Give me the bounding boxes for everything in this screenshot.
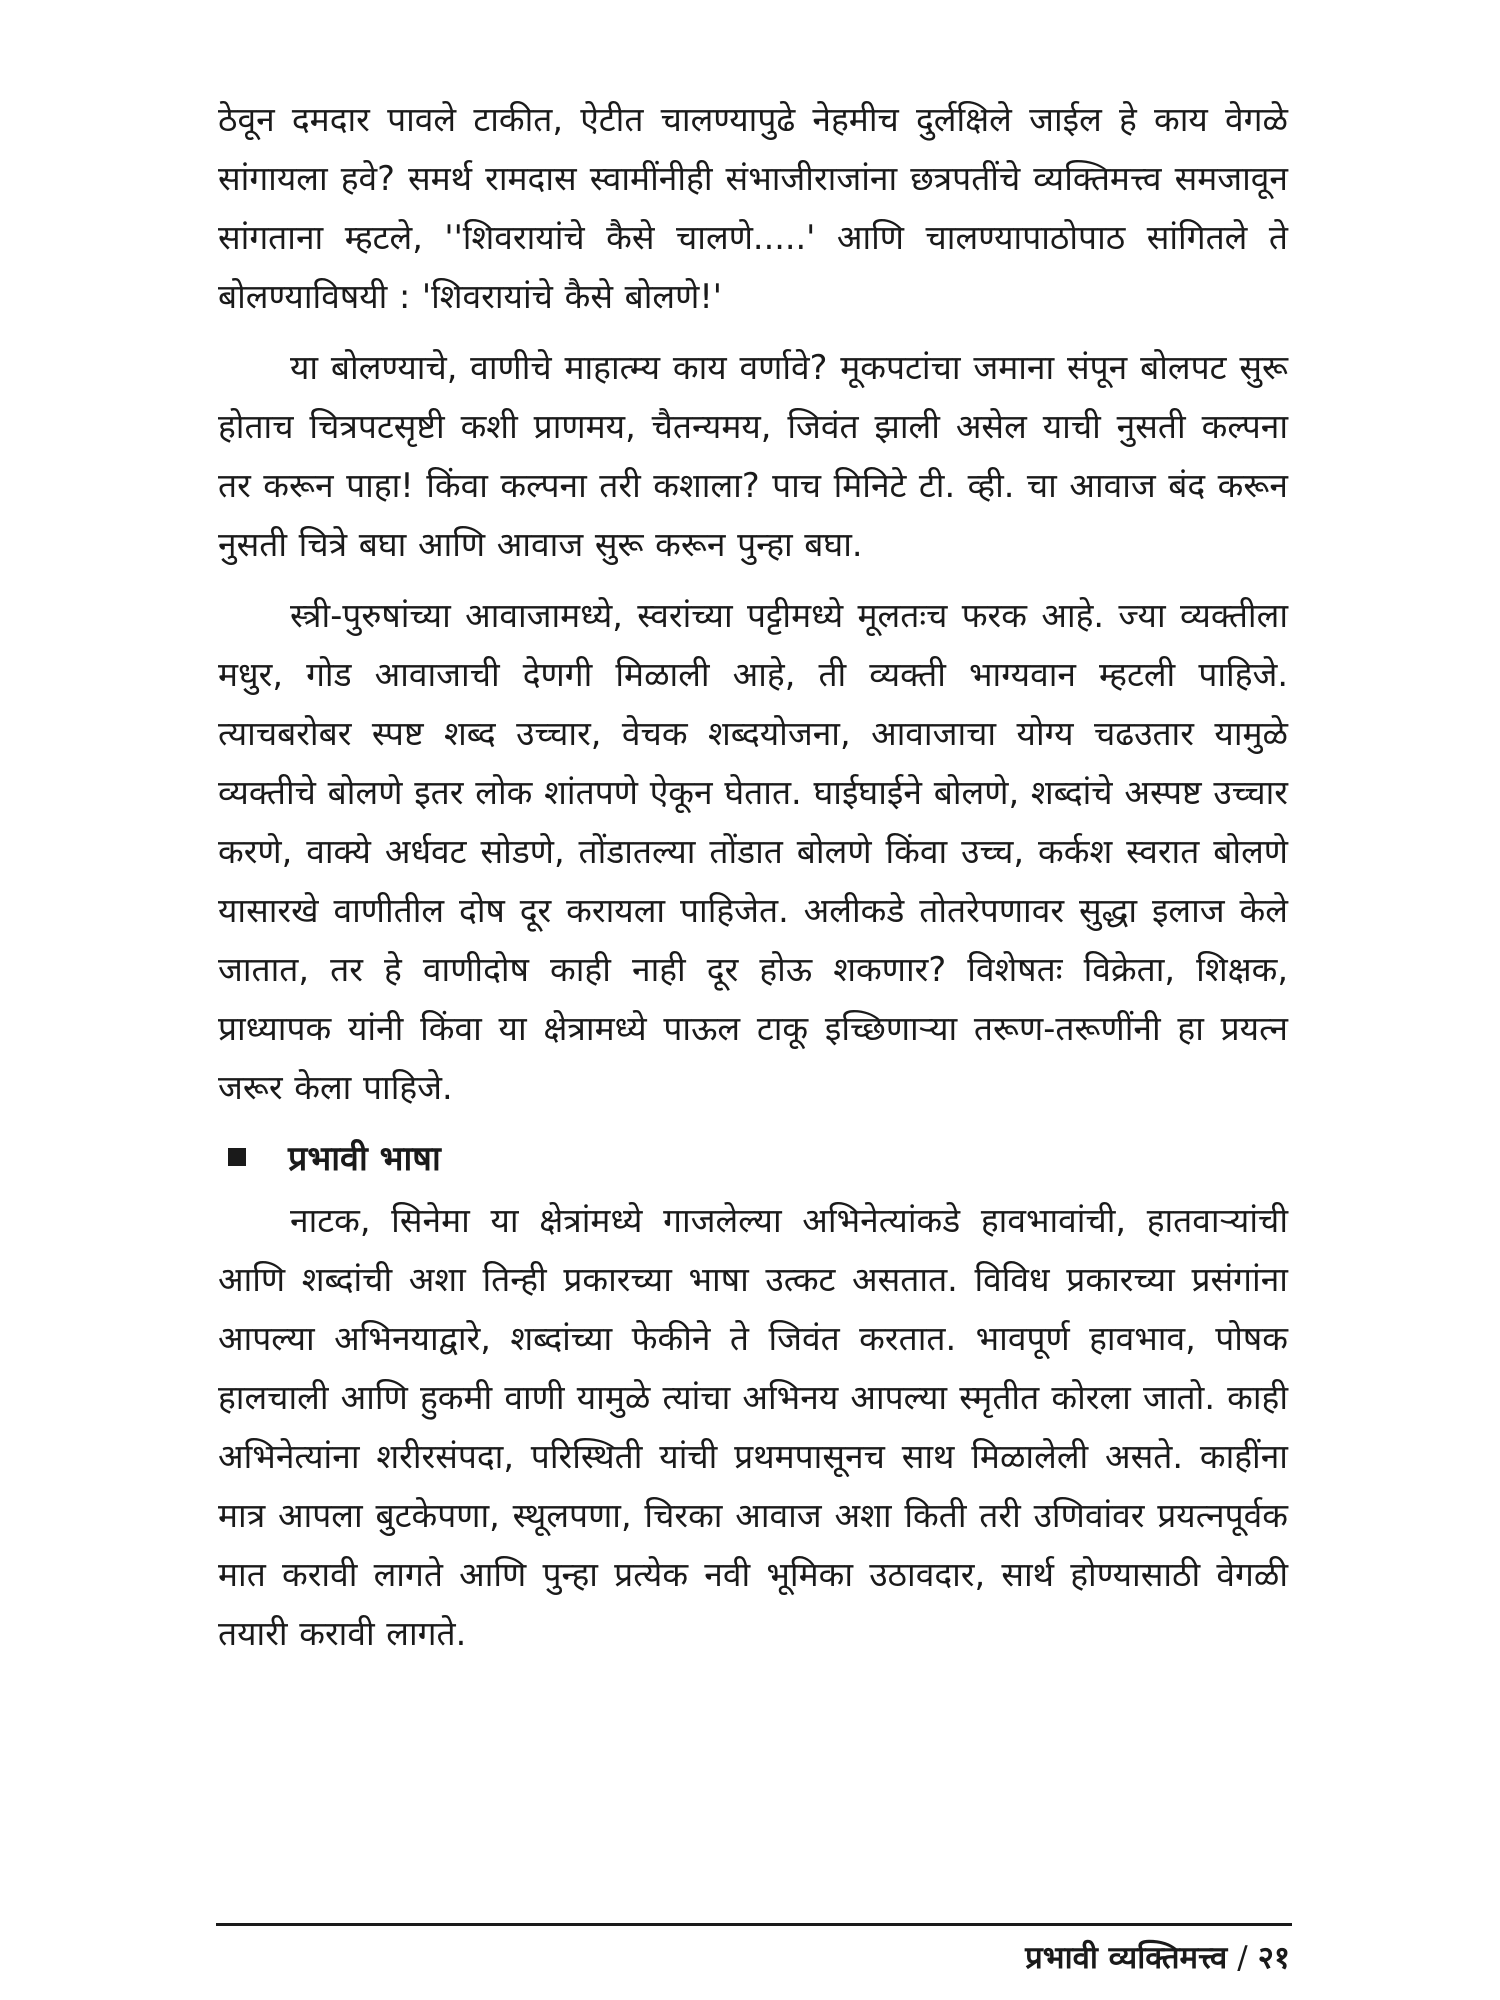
paragraph-4: नाटक, सिनेमा या क्षेत्रांमध्ये गाजलेल्या अभिनेत्यांकडे हावभावांची, हातवाऱ्यांची आणि शब्दांची अशा तिन्ही प्रकारच्या भाषा उत्कट असतात. विविध प्रकारच्या प्रसंगांना आपल्या अभिनयाद्वारे, शब्दांच्या फेकीने ते जिवंत करतात. भावपूर्ण हावभाव, पोषक हालचाली आणि हुकमी वाणी यामुळे त्यांचा अभिनय आपल्या स्मृतीत कोरला जातो. काही अभिनेत्यांना शरीरसंपदा, परिस्थिती यांची प्रथमपासूनच साथ मिळालेली असते. काहींना मात्र आपला बुटकेपणा, स्थूलपणा, चिरका आवाज अशा किती तरी उणिवांवर प्रयत्नपूर्वक मात करावी लागते आणि पुन्हा प्रत्येक नवी भूमिका उठावदार, सार्थ होण्यासाठी वेगळी तयारी करावी लागते. <box>218 1201 1288 1653</box>
page-number: २१ <box>1257 1940 1290 1976</box>
footer-divider <box>216 1923 1292 1926</box>
page-body <box>218 90 1288 1675</box>
paragraph-2: या बोलण्याचे, वाणीचे माहात्म्य काय वर्णावे? मूकपटांचा जमाना संपून बोलपट सुरू होताच चित्रपटसृष्टी कशी प्राणमय, चैतन्यमय, जिवंत झाली असेल याची नुसती कल्पना तर करून पाहा! किंवा कल्पना तरी कशाला? पाच मिनिटे टी. व्ही. चा आवाज बंद करून नुसती चित्रे बघा आणि आवाज सुरू करून पुन्हा बघा. <box>218 348 1288 564</box>
page-footer <box>1025 1936 1290 1980</box>
square-bullet-icon <box>228 1148 246 1166</box>
footer-separator: / <box>1237 1940 1248 1976</box>
footer-book-title: प्रभावी व्यक्तिमत्त्व <box>1025 1940 1228 1976</box>
section-heading <box>218 1129 1288 1185</box>
paragraph-3: स्त्री-पुरुषांच्या आवाजामध्ये, स्वरांच्या पट्टीमध्ये मूलतःच फरक आहे. ज्या व्यक्तीला मधुर, गोड आवाजाची देणगी मिळाली आहे, ती व्यक्ती भाग्यवान म्हटली पाहिजे. त्याचबरोबर स्पष्ट शब्द उच्चार, वेचक शब्दयोजना, आवाजाचा योग्य चढउतार यामुळे व्यक्तीचे बोलणे इतर लोक शांतपणे ऐकून घेतात. घाईघाईने बोलणे, शब्दांचे अस्पष्ट उच्चार करणे, वाक्ये अर्धवट सोडणे, तोंडातल्या तोंडात बोलणे किंवा उच्च, कर्कश स्वरात बोलणे यासारखे वाणीतील दोष दूर करायला पाहिजेत. अलीकडे तोतरेपणावर सुद्धा इलाज केले जातात, तर हे वाणीदोष काही नाही दूर होऊ शकणार? विशेषतः विक्रेता, शिक्षक, प्राध्यापक यांनी किंवा या क्षेत्रामध्ये पाऊल टाकू इच्छिणाऱ्या तरूण-तरूणींनी हा प्रयत्न जरूर केला पाहिजे. <box>218 596 1288 1107</box>
paragraph-1: ठेवून दमदार पावले टाकीत, ऐटीत चालण्यापुढे नेहमीच दुर्लक्षिले जाईल हे काय वेगळे सांगायला हवे? समर्थ रामदास स्वामींनीही संभाजीराजांना छत्रपतींचे व्यक्तिमत्त्व समजावून सांगताना म्हटले, ''शिवरायांचे कैसे चालणे.....' आणि चालण्यापाठोपाठ सांगितले ते बोलण्याविषयी : 'शिवरायांचे कैसे बोलणे!' <box>218 100 1288 316</box>
section-heading-text: प्रभावी भाषा <box>288 1139 441 1179</box>
